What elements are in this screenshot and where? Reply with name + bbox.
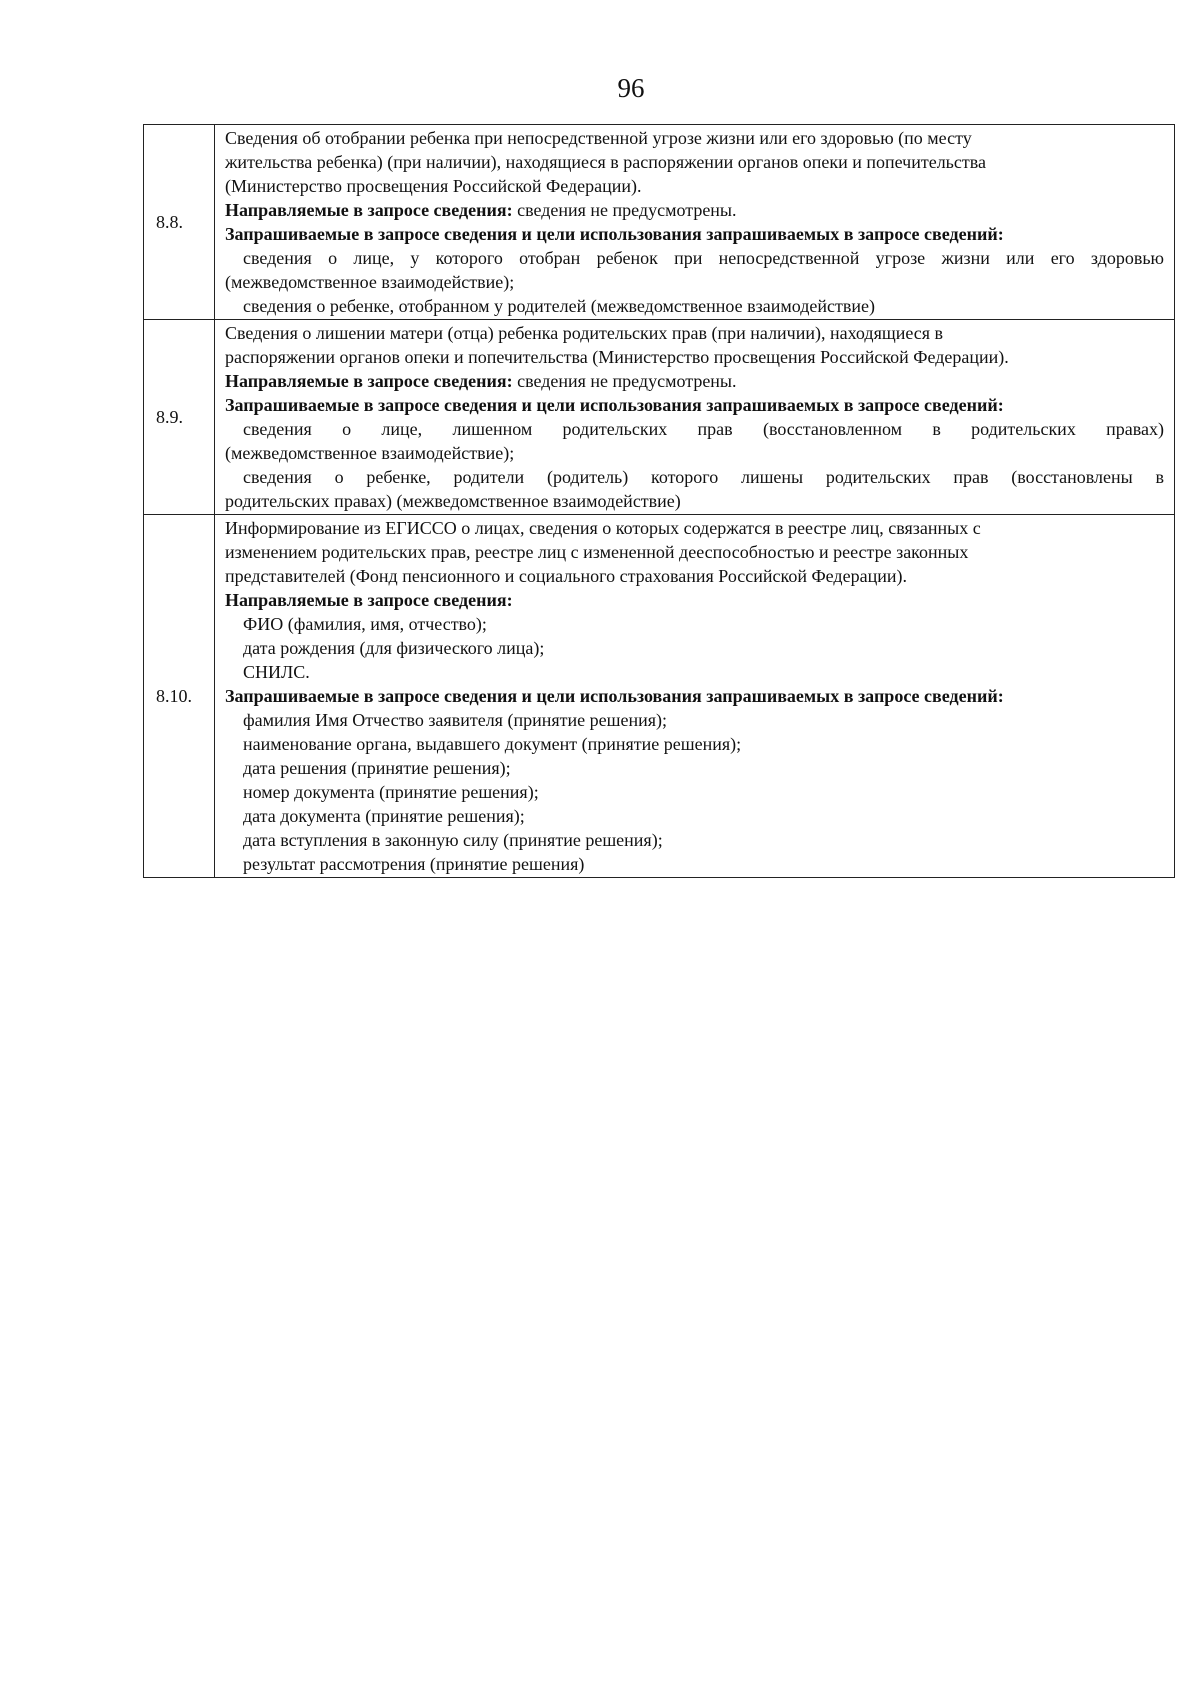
requested-heading: Запрашиваемые в запросе сведения и цели использования запрашиваемых в запросе сведений:	[225, 395, 1004, 415]
intro-line: распоряжении органов опеки и попечительства (Министерство просвещения Российской Федерации).	[225, 347, 1009, 367]
requested-item: результат рассмотрения (принятие решения)	[243, 854, 585, 874]
intro-line: Сведения об отобрании ребенка при непосредственной угрозе жизни или его здоровью (по месту	[225, 128, 972, 148]
requested-item: фамилия Имя Отчество заявителя (принятие решения);	[243, 710, 667, 730]
sent-heading: Направляемые в запросе сведения:	[225, 371, 513, 391]
requested-item: наименование органа, выдавшего документ (принятие решения);	[243, 734, 742, 754]
requested-item: дата документа (принятие решения);	[243, 806, 525, 826]
requested-item: дата вступления в законную силу (принятие решения);	[243, 830, 663, 850]
table-row	[144, 125, 1175, 320]
intro-line: жительства ребенка) (при наличии), находящиеся в распоряжении органов опеки и попечительства	[225, 152, 986, 172]
requested-item-line: (межведомственное взаимодействие);	[225, 443, 515, 463]
row-content	[215, 125, 1175, 320]
requested-heading: Запрашиваемые в запросе сведения и цели использования запрашиваемых в запросе сведений:	[225, 224, 1004, 244]
sent-value: сведения не предусмотрены.	[512, 371, 737, 391]
table-row	[144, 320, 1175, 515]
requested-item-line: (межведомственное взаимодействие);	[225, 272, 515, 292]
sent-section	[225, 369, 1164, 393]
row-content	[215, 515, 1175, 878]
requested-item-line: сведения о лице, лишенном родительских прав (восстановленном в родительских правах)	[243, 419, 1164, 439]
row-number: 8.9.	[144, 320, 215, 515]
requested-item-line: сведения о ребенке, отобранном у родителей (межведомственное взаимодействие)	[243, 296, 875, 316]
intro-line: (Министерство просвещения Российской Федерации).	[225, 176, 642, 196]
row-number: 8.10.	[144, 515, 215, 878]
sent-value: сведения не предусмотрены.	[512, 200, 737, 220]
sent-item: дата рождения (для физического лица);	[243, 638, 545, 658]
sent-section	[225, 198, 1164, 222]
requested-item-line: сведения о лице, у которого отобран ребенок при непосредственной угрозе жизни или его здоровью	[243, 248, 1164, 268]
sent-heading: Направляемые в запросе сведения:	[225, 590, 513, 610]
intro-line: Сведения о лишении матери (отца) ребенка родительских прав (при наличии), находящиеся в	[225, 323, 944, 343]
row-content	[215, 320, 1175, 515]
sent-item: ФИО (фамилия, имя, отчество);	[243, 614, 487, 634]
page-number: 96	[617, 73, 645, 103]
requested-heading: Запрашиваемые в запросе сведения и цели использования запрашиваемых в запросе сведений:	[225, 686, 1004, 706]
intro-line: представителей (Фонд пенсионного и социального страхования Российской Федерации).	[225, 566, 907, 586]
requested-item-line: сведения о ребенке, родители (родитель) которого лишены родительских прав (восстановлены в	[243, 467, 1164, 487]
requested-item: номер документа (принятие решения);	[243, 782, 539, 802]
intro-line: изменением родительских прав, реестре лиц с измененной дееспособностью и реестре законных	[225, 542, 969, 562]
intro-line: Информирование из ЕГИССО о лицах, сведения о которых содержатся в реестре лиц, связанных с	[225, 518, 981, 538]
row-number: 8.8.	[144, 125, 215, 320]
sent-item: СНИЛС.	[243, 662, 310, 682]
table-row	[144, 515, 1175, 878]
sent-heading: Направляемые в запросе сведения:	[225, 200, 513, 220]
requested-item: дата решения (принятие решения);	[243, 758, 511, 778]
services-table	[143, 124, 1175, 878]
requested-item-line: родительских правах) (межведомственное взаимодействие)	[225, 491, 681, 511]
